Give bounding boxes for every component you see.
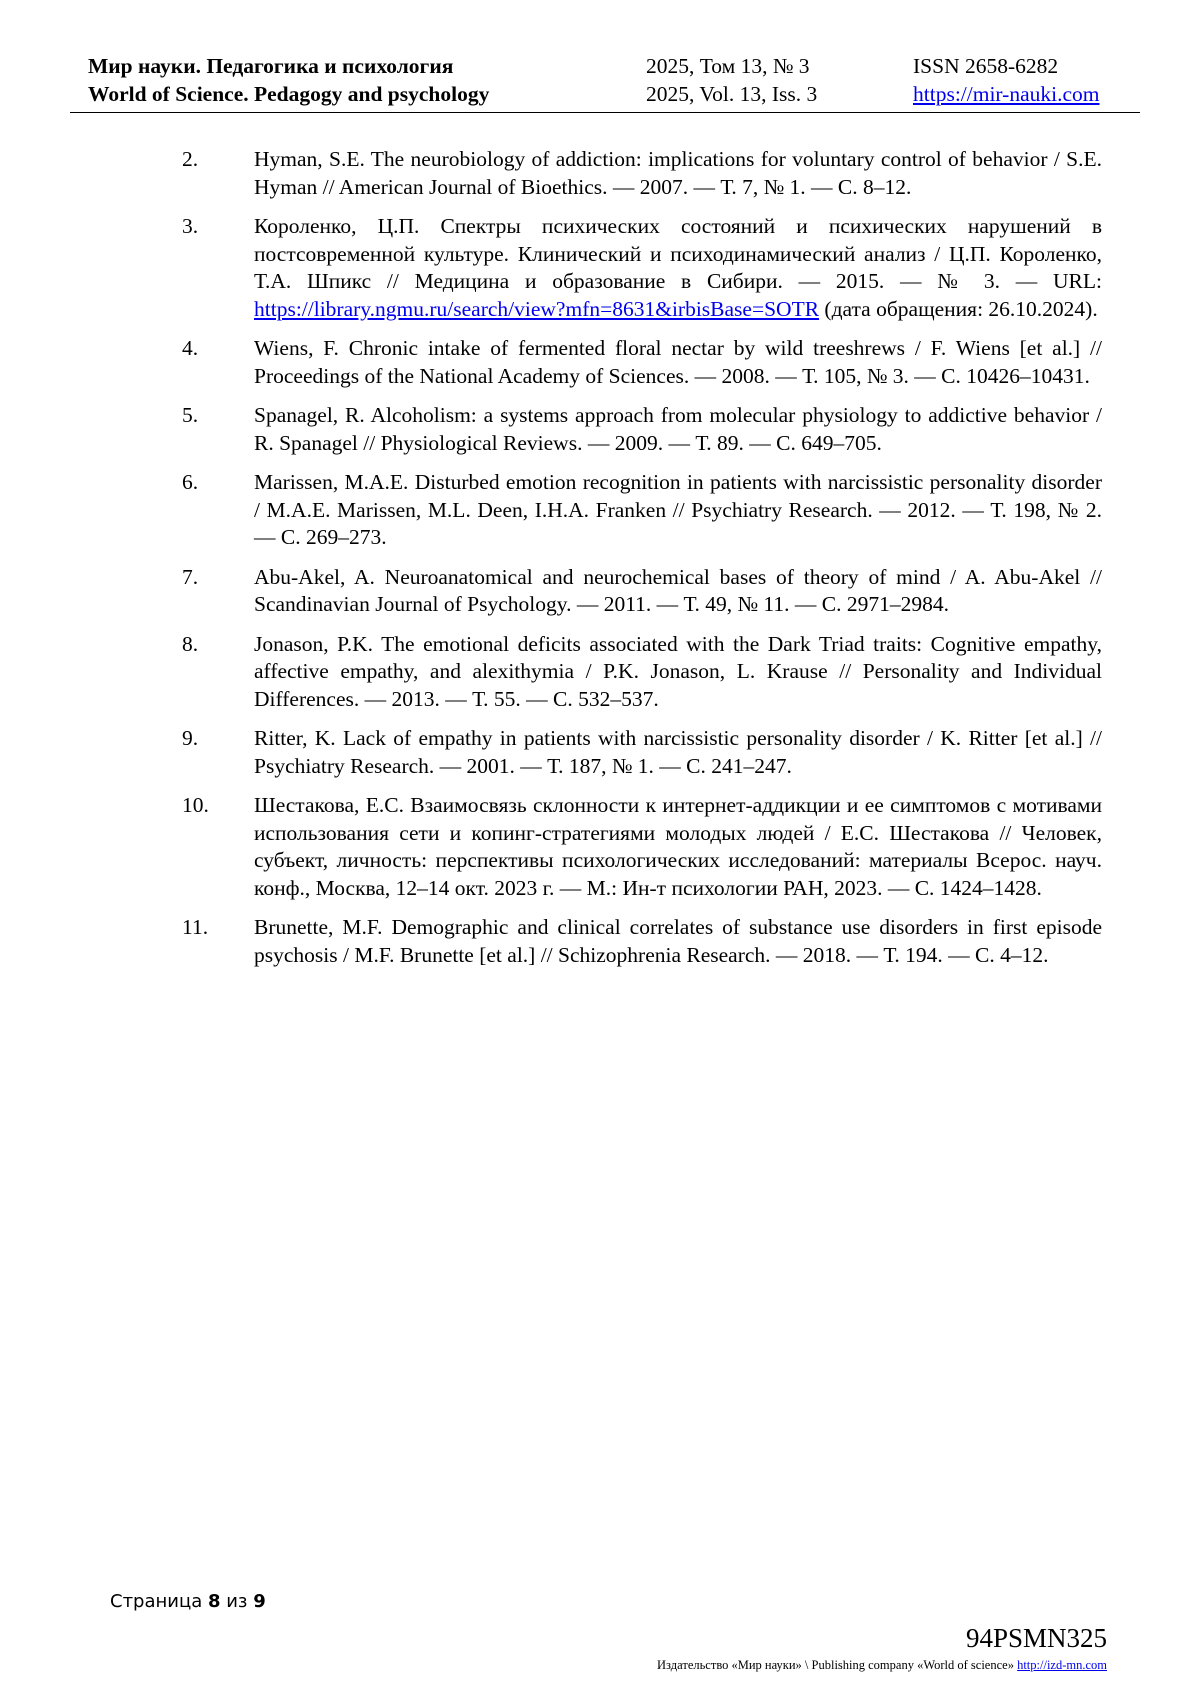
- reference-list: [182, 146, 1102, 981]
- reference-text: [254, 213, 1102, 323]
- page-counter-of: из: [220, 1591, 254, 1612]
- reference-number: 9.: [182, 726, 199, 750]
- reference-text-after-url: (дата обращения: 26.10.2024).: [819, 296, 1098, 321]
- page-counter: [110, 1590, 266, 1614]
- journal-title-ru: Мир науки. Педагогика и психология: [88, 54, 454, 78]
- reference-item: [182, 914, 1102, 969]
- article-code: 94PSMN325: [965, 1623, 1107, 1653]
- publisher-website-link[interactable]: http://izd-mn.com: [1017, 1658, 1107, 1672]
- reference-number: 5.: [182, 403, 199, 427]
- reference-item: [182, 402, 1102, 457]
- reference-item: [182, 631, 1102, 714]
- reference-item: [182, 469, 1102, 552]
- journal-title-en: World of Science. Pedagogy and psychology: [88, 82, 490, 106]
- reference-text-before-url: Короленко, Ц.П. Спектры психических состояний и психических нарушений в постсовременной культуре. Клинический и психодинамический анализ / Ц.П. Короленко, Т.А. Шпикс // Медицина и образование в Сибири. — 2015. — № 3. — URL:: [254, 214, 1102, 293]
- reference-item: [182, 792, 1102, 902]
- reference-text: Jonason, P.K. The emotional deficits associated with the Dark Triad traits: Cognitive empathy, affective empathy, and alexithymia / P.K. Jonason, L. Krause // Personality and Individual Differences. — 2013. — Т. 55. — С. 532–537.: [254, 631, 1102, 711]
- reference-text: Spanagel, R. Alcoholism: a systems approach from molecular physiology to addictive behavior / R. Spanagel // Physiological Reviews. — 2009. — Т. 89. — С. 649–705.: [254, 403, 1102, 455]
- reference-item: [182, 725, 1102, 780]
- reference-text: Шестакова, Е.С. Взаимосвязь склонности к интернет-аддикции и ее симптомов с мотивами использования сети и копинг-стратегиями молодых людей / Е.С. Шестакова // Человек, субъект, личность: перспективы психологических исследований: материалы Всерос. науч. конф., Москва, 12–14 окт. 2023 г. — М.: Ин-т психологии РАН, 2023. — С. 1424–1428.: [254, 793, 1102, 900]
- reference-number: 3.: [182, 214, 199, 238]
- reference-number: 8.: [182, 631, 199, 656]
- reference-number: 11.: [182, 915, 209, 939]
- reference-number: 2.: [182, 147, 199, 171]
- reference-number: 4.: [182, 336, 199, 360]
- reference-number: 6.: [182, 470, 199, 494]
- issue-info-ru: 2025, Том 13, № 3: [646, 54, 810, 78]
- reference-text: Marissen, M.A.E. Disturbed emotion recognition in patients with narcissistic personality disorder / M.A.E. Marissen, M.L. Deen, I.H.A. Franken // Psychiatry Research. — 2012. — Т. 198, № 2. — С. 269–273.: [254, 470, 1102, 549]
- page-header: [70, 52, 1140, 113]
- publisher-line: [657, 1657, 1107, 1673]
- publisher-name: Издательство «Мир науки» \ Publishing company «World of science»: [657, 1658, 1018, 1672]
- reference-item: [182, 213, 1102, 323]
- page-counter-prefix: Страница: [110, 1591, 208, 1612]
- reference-text: Brunette, M.F. Demographic and clinical correlates of substance use disorders in first episode psychosis / M.F. Brunette [et al.] // Schizophrenia Research. — 2018. — Т. 194. — С. 4–12.: [254, 915, 1102, 967]
- reference-text: Abu-Akel, A. Neuroanatomical and neurochemical bases of theory of mind / A. Abu-Akel // Scandinavian Journal of Psychology. — 2011. — Т. 49, № 11. — С. 2971–2984.: [254, 564, 1102, 616]
- reference-text: Ritter, K. Lack of empathy in patients with narcissistic personality disorder / K. Ritter [et al.] // Psychiatry Research. — 2001. — Т. 187, № 1. — С. 241–247.: [254, 726, 1102, 778]
- total-pages-number: 9: [253, 1591, 266, 1612]
- reference-number: 10.: [182, 793, 209, 817]
- journal-website-link[interactable]: https://mir-nauki.com: [913, 82, 1100, 106]
- issn: ISSN 2658-6282: [913, 54, 1059, 78]
- reference-item: [182, 564, 1102, 619]
- reference-url-link[interactable]: https://library.ngmu.ru/search/view?mfn=8631&irbisBase=SOTR: [254, 296, 820, 321]
- reference-item: [182, 146, 1102, 201]
- current-page-number: 8: [207, 1591, 221, 1612]
- reference-text: Wiens, F. Chronic intake of fermented floral nectar by wild treeshrews / F. Wiens [et al.] // Proceedings of the National Academy of Sciences. — 2008. — Т. 105, № 3. — С. 10426–10431.: [254, 336, 1102, 388]
- reference-item: [182, 335, 1102, 390]
- reference-text: Hyman, S.E. The neurobiology of addiction: implications for voluntary control of behavior / S.E. Hyman // American Journal of Bioethics. — 2007. — Т. 7, № 1. — С. 8–12.: [254, 147, 1102, 199]
- issue-info-en: 2025, Vol. 13, Iss. 3: [646, 82, 818, 106]
- reference-number: 7.: [182, 564, 199, 589]
